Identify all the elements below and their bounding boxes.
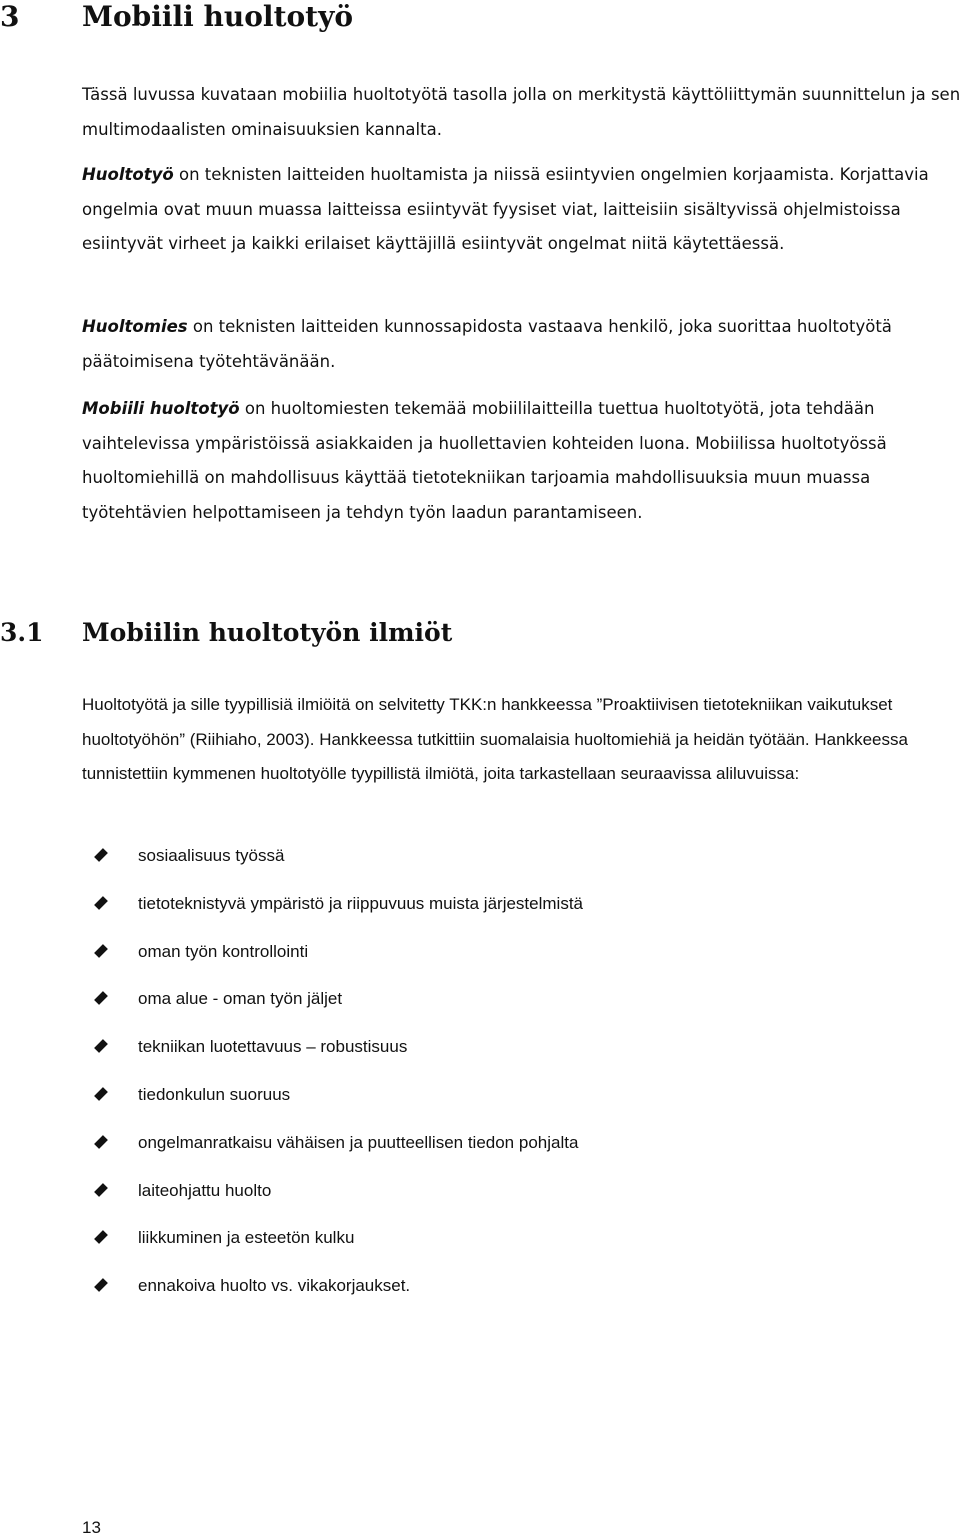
huoltotyo-paragraph xyxy=(82,158,960,262)
diamond-bullet-icon xyxy=(94,1278,108,1292)
section-number: 3.1 xyxy=(0,618,44,647)
diamond-bullet-icon xyxy=(94,848,108,862)
list-item-text: ongelmanratkaisu vähäisen ja puutteellisen tiedon pohjalta xyxy=(138,1132,579,1152)
huoltomies-term: Huoltomies xyxy=(82,317,188,336)
mobiili-huoltotyo-paragraph xyxy=(82,392,960,530)
huoltotyo-text: on teknisten laitteiden huoltamista ja niissä esiintyvien ongelmien korjaamista. Korjattavia ongelmia ovat muun muassa laitteissa esiintyvät fyysiset viat, laitteisiin sisältyvissä ohjelmistoissa esiintyvät virheet ja kaikki erilaiset käyttäjillä esiintyvät ongelmat niitä käytettäessä. xyxy=(82,165,929,253)
diamond-bullet-icon xyxy=(94,1183,108,1197)
list-item xyxy=(0,1077,960,1125)
list-item xyxy=(0,1220,960,1268)
page-number: 13 xyxy=(82,1518,101,1537)
diamond-bullet-icon xyxy=(94,1135,108,1149)
section-heading xyxy=(0,616,452,650)
list-item xyxy=(0,981,960,1029)
list-item xyxy=(0,1125,960,1173)
list-item xyxy=(0,1173,960,1221)
chapter-number: 3 xyxy=(0,0,20,33)
diamond-bullet-icon xyxy=(94,1230,108,1244)
list-item-text: oma alue - oman työn jäljet xyxy=(138,989,343,1009)
list-item-text: sosiaalisuus työssä xyxy=(138,846,285,865)
list-item-text: ennakoiva huolto vs. vikakorjaukset. xyxy=(138,1276,411,1296)
chapter-title: Mobiili huoltotyö xyxy=(82,0,354,33)
diamond-bullet-icon xyxy=(94,1087,108,1101)
huoltomies-paragraph xyxy=(82,310,960,379)
huoltomies-text: on teknisten laitteiden kunnossapidosta vastaava henkilö, joka suorittaa huoltotyötä päätoimisena työtehtävänään. xyxy=(82,317,892,371)
chapter-heading xyxy=(0,0,353,34)
diamond-bullet-icon xyxy=(94,944,108,958)
list-item xyxy=(0,934,960,982)
list-item xyxy=(0,1268,960,1316)
list-item-text: laiteohjattu huolto xyxy=(138,1180,272,1200)
list-item-text: liikkuminen ja esteetön kulku xyxy=(138,1228,355,1248)
list-item-text: tiedonkulun suoruus xyxy=(138,1084,291,1104)
section-title: Mobiilin huoltotyön ilmiöt xyxy=(82,618,453,647)
list-item-text: tekniikan luotettavuus – robustisuus xyxy=(138,1037,408,1057)
section-paragraph: Huoltotyötä ja sille tyypillisiä ilmiöitä on selvitetty TKK:n hankkeessa ”Proaktiivisen tietotekniikan vaikutukset huoltotyöhön” (Riihiaho, 2003). Hankkeessa tutkittiin suomalaisia huoltomiehiä ja heidän työtään. Hankkeessa tunnistettiin kymmenen huoltotyölle tyypillistä ilmiötä, joita tarkastellaan seuraavissa aliluvuissa: xyxy=(82,695,908,783)
mobiili-huoltotyo-term: Mobiili huoltotyö xyxy=(82,399,240,418)
mobiili-huoltotyo-text: on huoltomiesten tekemää mobiililaitteilla tuettua huoltotyötä, jota tehdään vaihtelevissa ympäristöissä asiakkaiden ja huollettavien kohteiden luona. Mobiilissa huoltotyössä huoltomiehillä on mahdollisuus käyttää tietotekniikan tarjoamia mahdollisuuksia muun muassa työtehtävien helpottamiseen ja tehdyn työn laadun parantamiseen. xyxy=(82,399,887,522)
list-item xyxy=(0,1029,960,1077)
phenomena-list xyxy=(0,838,960,1316)
diamond-bullet-icon xyxy=(94,991,108,1005)
list-item xyxy=(0,886,960,934)
huoltotyo-term: Huoltotyö xyxy=(82,165,174,184)
diamond-bullet-icon xyxy=(94,1039,108,1053)
list-item-text: tietoteknistyvä ympäristö ja riippuvuus muista järjestelmistä xyxy=(138,893,584,913)
intro-paragraph: Tässä luvussa kuvataan mobiilia huoltotyötä tasolla jolla on merkitystä käyttöliittymän suunnittelun ja sen multimodaalisten ominaisuuksien kannalta. xyxy=(82,85,960,139)
list-item-text: oman työn kontrollointi xyxy=(138,941,309,961)
list-item xyxy=(0,838,960,886)
diamond-bullet-icon xyxy=(94,896,108,910)
